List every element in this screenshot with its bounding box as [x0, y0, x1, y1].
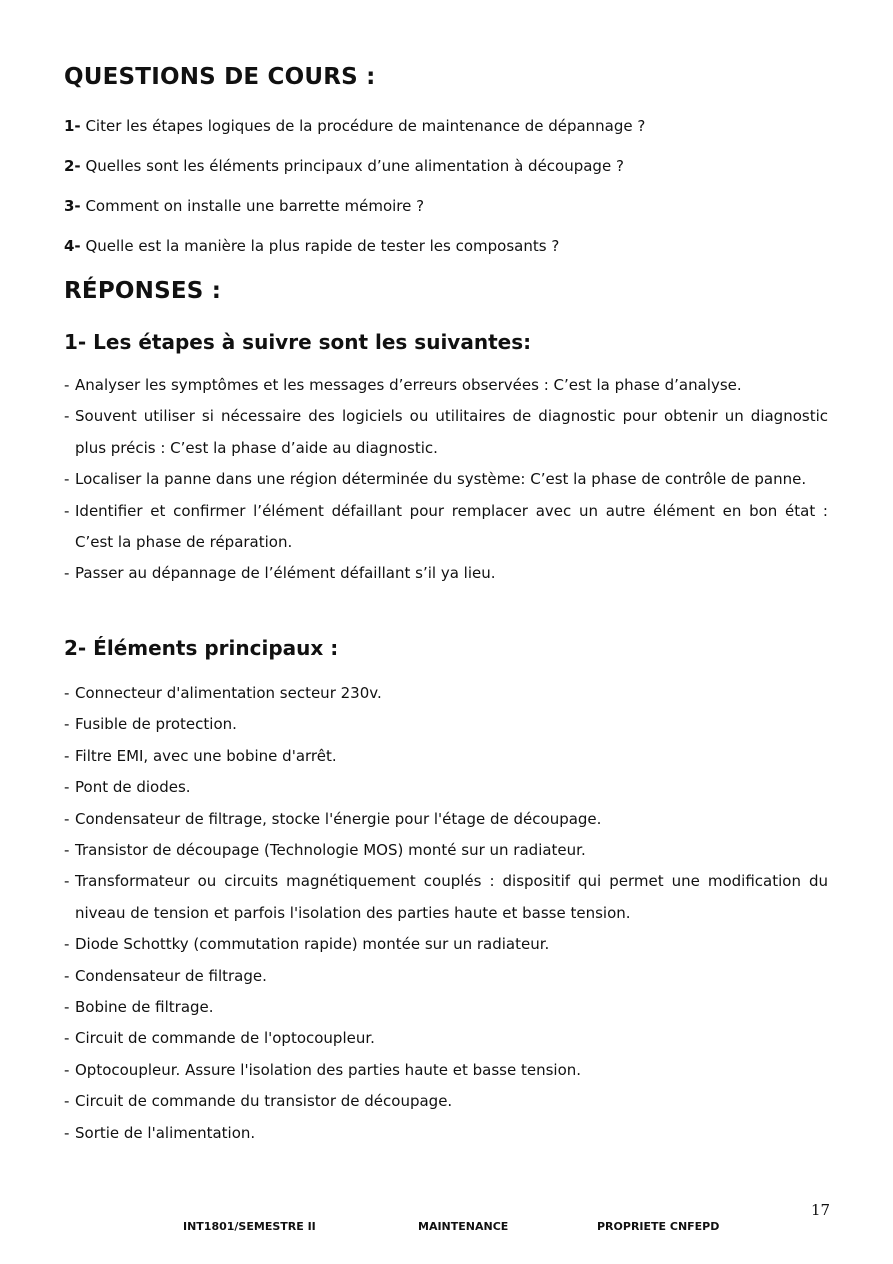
question-number: 3-	[64, 197, 81, 215]
questions-title: QUESTIONS DE COURS :	[64, 64, 376, 90]
list-item: - Bobine de filtrage.	[64, 992, 828, 1023]
list-item: - Circuit de commande du transistor de découpage.	[64, 1086, 828, 1117]
list-item: - Analyser les symptômes et les messages d’erreurs observées : C’est la phase d’analyse.	[64, 370, 828, 401]
footer-subject: MAINTENANCE	[418, 1220, 509, 1233]
list-item: - Transistor de découpage (Technologie MOS) monté sur un radiateur.	[64, 835, 828, 866]
list-item: - Transformateur ou circuits magnétiquement couplés : dispositif qui permet une modification du niveau de tension et parfois l'isolation des parties haute et basse tension.	[64, 866, 828, 929]
list-item: - Condensateur de filtrage.	[64, 961, 828, 992]
section1-heading: 1- Les étapes à suivre sont les suivantes:	[64, 330, 532, 354]
question-1	[64, 116, 645, 136]
answers-title: RÉPONSES :	[64, 278, 222, 304]
list-item: - Diode Schottky (commutation rapide) montée sur un radiateur.	[64, 929, 828, 960]
list-item: - Optocoupleur. Assure l'isolation des parties haute et basse tension.	[64, 1055, 828, 1086]
list-item: - Filtre EMI, avec une bobine d'arrêt.	[64, 741, 828, 772]
section1-list	[64, 370, 828, 590]
section2-heading: 2- Éléments principaux :	[64, 636, 339, 660]
footer-owner: PROPRIETE CNFEPD	[597, 1220, 720, 1233]
list-item: - Souvent utiliser si nécessaire des logiciels ou utilitaires de diagnostic pour obtenir un diagnostic plus précis : C’est la phase d’aide au diagnostic.	[64, 401, 828, 464]
list-item: - Sortie de l'alimentation.	[64, 1118, 828, 1149]
question-number: 1-	[64, 117, 81, 135]
footer-course-code: INT1801/SEMESTRE II	[183, 1220, 316, 1233]
question-text: Quelle est la manière la plus rapide de tester les composants ?	[80, 237, 560, 255]
list-item: - Localiser la panne dans une région déterminée du système: C’est la phase de contrôle de panne.	[64, 464, 828, 495]
list-item: - Pont de diodes.	[64, 772, 828, 803]
question-3	[64, 196, 424, 216]
question-number: 4-	[64, 237, 81, 255]
list-item: - Condensateur de filtrage, stocke l'énergie pour l'étage de découpage.	[64, 804, 828, 835]
list-item: - Fusible de protection.	[64, 709, 828, 740]
list-item: - Circuit de commande de l'optocoupleur.	[64, 1023, 828, 1054]
question-number: 2-	[64, 157, 81, 175]
question-text: Citer les étapes logiques de la procédure de maintenance de dépannage ?	[80, 117, 646, 135]
question-2	[64, 156, 624, 176]
list-item: - Passer au dépannage de l’élément défaillant s’il ya lieu.	[64, 558, 828, 589]
question-text: Quelles sont les éléments principaux d’une alimentation à découpage ?	[80, 157, 624, 175]
list-item: - Connecteur d'alimentation secteur 230v.	[64, 678, 828, 709]
question-4	[64, 236, 559, 256]
question-text: Comment on installe une barrette mémoire ?	[80, 197, 425, 215]
list-item: - Identifier et confirmer l’élément défaillant pour remplacer avec un autre élément en bon état : C’est la phase de réparation.	[64, 496, 828, 559]
section2-list	[64, 678, 828, 1149]
page-number: 17	[811, 1201, 831, 1219]
